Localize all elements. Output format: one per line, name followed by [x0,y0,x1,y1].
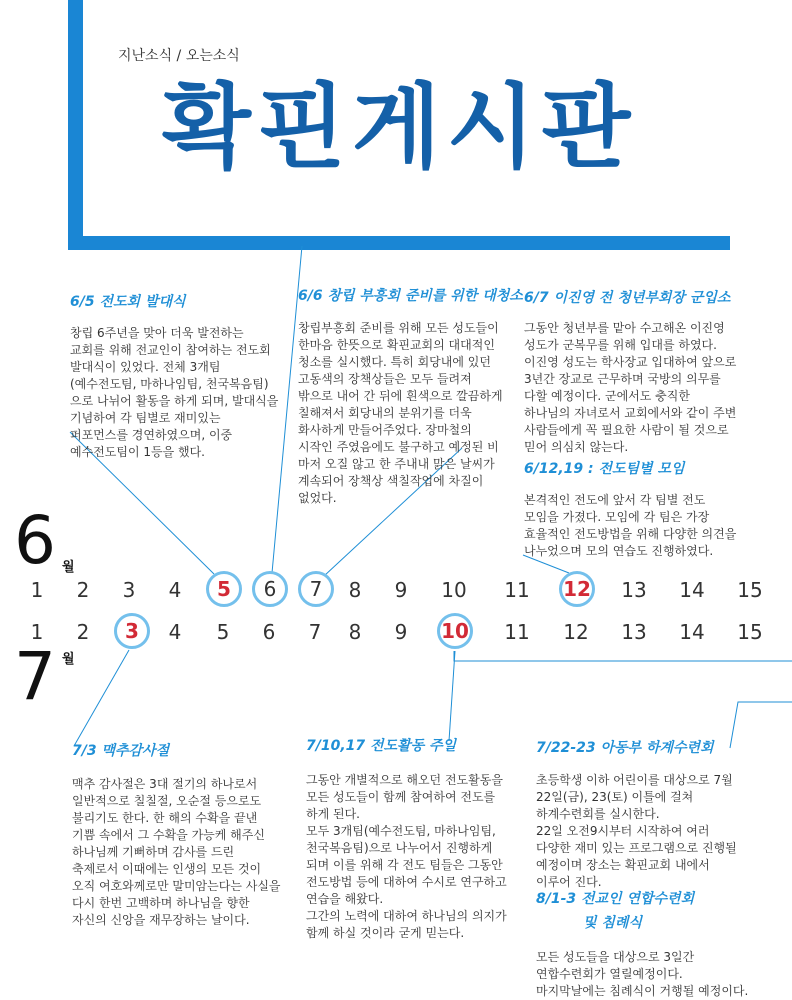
event-heading-7-10: 7/10,17 전도활동 주일 [306,738,457,754]
june-day-marked: 7 [298,571,334,607]
july-day: 12 [563,620,589,644]
june-day: 2 [76,578,90,602]
june-day: 8 [348,578,362,602]
page-subtitle: 지난소식 / 오는소식 [118,48,240,64]
event-body-8-1: 모든 성도들을 대상으로 3일간 연합수련회가 열릴예정이다. 마지막날에는 침례식이 거행될 예정이다. [536,950,749,998]
july-day: 15 [737,620,763,644]
july-day: 8 [348,620,362,644]
june-day: 10 [441,578,467,602]
june-day: 13 [621,578,647,602]
event-heading-6-6: 6/6 창립 부흥회 준비를 위한 대청소 [298,288,523,304]
june-day: 3 [122,578,136,602]
july-day: 13 [621,620,647,644]
july-day: 11 [504,620,530,644]
june-day: 14 [679,578,705,602]
event-body-6-12: 본격적인 전도에 앞서 각 팀별 전도 모임을 가졌다. 모임에 각 팀은 가장 효율적인 전도방법을 위해 다양한 의견을 나누었으며 모의 연습도 진행하였다. [524,493,737,558]
connector-7-10 [454,651,792,661]
july-day: 6 [262,620,276,644]
event-body-7-3: 맥추 감사절은 3대 절기의 하나로서 일반적으로 칠칠절, 오순절 등으로도 불리기도 한다. 한 해의 수확을 끝낸 기쁨 속에서 그 수확을 가능케 해주신 하나님께 기뻐하며 감사를 드린 축제로서 이때에는 인생의 모든 것이 오직 여호와께로만 말미암는다는 사실을 다시 한번 고백하며 하나님을 향한 자신의 신앙을 재무장하는 날이다. [72,777,281,927]
event-heading-6-7: 6/7 이진영 전 청년부회장 군입소 [524,290,731,306]
connector-7-10-down [449,651,455,741]
event-body-6-5: 창립 6주년을 맞아 더욱 발전하는 교회를 위해 전교인이 참여하는 전도회 발대식이 있었다. 전체 3개팀(예수전도팀, 마하나임팀, 천국복음팀)으로 나뉘어 활동을 하게 되며, 발대식을 기념하여 각 팀별로 재미있는 퍼포먼스를 경연하였으며, 이중 예수전도팀이 1등을 했다. [70,326,279,459]
july-day: 2 [76,620,90,644]
june-day: 11 [504,578,530,602]
july-day-highlight: 10 [437,613,473,649]
july-day: 7 [308,620,322,644]
june-day: 4 [168,578,182,602]
event-body-7-22: 초등학생 이하 어린이를 대상으로 7월 22일(금), 23(토) 이틀에 걸쳐 하계수련회를 실시한다. 22일 오전9시부터 시작하여 여러 다양한 재미 있는 프로그램으로 진행될 예정이며 장소는 확핀교회 내에서 이루어 진다. [536,773,737,889]
event-body-6-6: 창립부흥회 준비를 위해 모든 성도들이 한마음 한뜻으로 확핀교회의 대대적인 청소를 실시했다. 특히 회당내에 있던 고동색의 장책상들은 모두 들려져 밖으로 내어 간 뒤에 흰색으로 깔끔하게 칠해져서 회당내의 분위기를 더욱 화사하게 만들어주었다. 장마철의 시작인 주였음에도 불구하고 예정된 비 마저 오질 않고 한 주내내 맑은 날씨가 계속되어 장책상 색칠작업에 차질이 없었다. [298,321,503,505]
event-heading-8-1: 8/1-3 전교인 연합수련회 [536,891,695,907]
june-number: 6 [14,502,56,579]
july-unit: 월 [62,652,75,667]
june-day: 9 [394,578,408,602]
event-heading-6-12: 6/12,19 : 전도팀별 모임 [524,461,685,477]
june-day-highlight: 12 [559,571,595,607]
event-heading-8-1-line2: 및 침례식 [583,915,642,931]
page-title: 확핀게시판 [162,74,637,181]
event-body-7-10: 그동안 개별적으로 해오던 전도활동을 모든 성도들이 함께 참여하여 전도를 하게 된다. 모두 3개팀(예수전도팀, 마하나임팀, 천국복음팀)으로 나누어서 진행하게 되며 이를 위해 각 전도 팀들은 그동안 전도방법 등에 대하여 수시로 연구하고 연습을 해왔다. 그간의 노력에 대하여 하나님의 의지가 함께 하실 것이라 굳게 믿는다. [306,773,507,940]
june-unit: 월 [62,560,75,575]
event-body-6-7: 그동안 청년부를 맡아 수고해온 이진영 성도가 군복무를 위해 입대를 하였다. 이진영 성도는 학사장교 입대하여 앞으로 3년간 장교로 근무하며 국방의 의무를 다할 예정이다. 군에서도 충직한 하나님의 자녀로서 교회에서와 같이 주변 사람들에게 꼭 필요한 사람이 될 것으로 믿어 의심치 않는다. [524,321,737,454]
july-day: 5 [216,620,230,644]
connector-7-22 [730,702,792,748]
july-day-highlight: 3 [114,613,150,649]
july-day: 14 [679,620,705,644]
june-day-marked: 6 [252,571,288,607]
june-day: 15 [737,578,763,602]
june-day: 1 [30,578,44,602]
june-day-highlight: 5 [206,571,242,607]
july-day: 1 [30,620,44,644]
event-heading-7-3: 7/3 맥추감사절 [72,743,170,759]
july-day: 4 [168,620,182,644]
july-number: 7 [14,638,56,715]
event-heading-7-22: 7/22-23 아동부 하계수련회 [536,740,714,756]
connector-7-3 [74,650,129,746]
july-day: 9 [394,620,408,644]
event-heading-6-5: 6/5 전도회 발대식 [70,294,186,310]
